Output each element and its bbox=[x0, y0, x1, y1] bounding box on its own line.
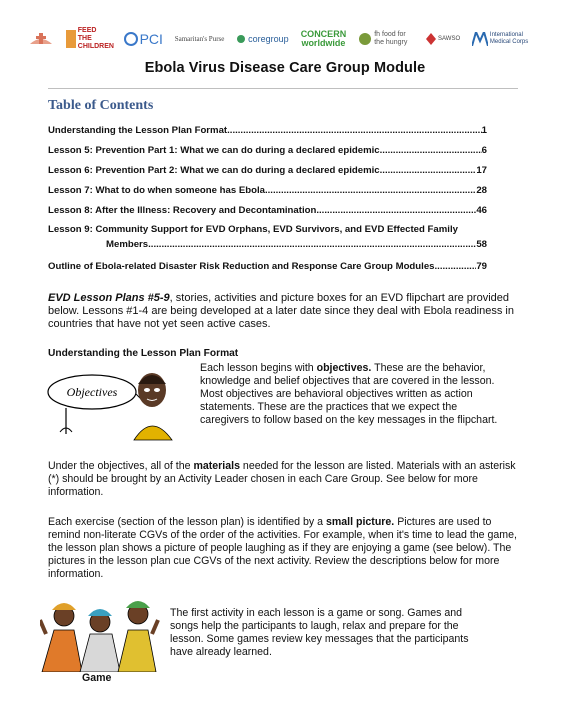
samaritans-purse-logo: Samaritan's Purse bbox=[174, 35, 225, 43]
concern-logo: CONCERN worldwide bbox=[300, 29, 347, 48]
feed-the-children-logo: FEED THE CHILDREN bbox=[66, 27, 112, 51]
toc-entry-page: 58 bbox=[476, 239, 487, 250]
toc-entry[interactable] bbox=[48, 145, 487, 156]
toc-entry-page: 46 bbox=[476, 205, 487, 216]
intro-text: , stories, activities and picture boxes for an EVD flipchart are provided below. Lessons #1-4 are being developed at a later date since they deal with Ebola readiness in countries that have not yet seen active cases. bbox=[48, 292, 514, 330]
objectives-paragraph bbox=[200, 362, 500, 427]
toc-entry[interactable] bbox=[48, 185, 487, 196]
toc-entry-title: Lesson 8: After the Illness: Recovery and Decontamination bbox=[48, 205, 317, 216]
toc-entry[interactable] bbox=[48, 205, 487, 216]
intro-emphasis: EVD Lesson Plans #5-9 bbox=[48, 292, 170, 304]
toc-leader bbox=[316, 205, 476, 216]
toc-leader bbox=[227, 125, 482, 136]
exercise-text-pre: Each exercise (section of the lesson plan) is identified by a bbox=[48, 516, 326, 528]
materials-text-post: needed for the lesson are listed. Materials with an asterisk (*) should be brought by an Activity Leader chosen in each Care Group. See below for more information. bbox=[48, 460, 516, 498]
exercise-bold: small picture. bbox=[325, 516, 395, 528]
toc-leader bbox=[380, 145, 482, 156]
exercise-text-post: Pictures are used to remind non-literate CGVs of the order of the activities. For example, when it's time to lead the game, the lesson plan shows a picture of people laughing as if they are enjoying a game (see below). The pictures in the lesson plan cue CGVs of the next activity. Review the descriptions below for more information. bbox=[48, 516, 517, 580]
toc-entry-title: Lesson 6: Prevention Part 2: What we can do during a declared epidemic bbox=[48, 165, 380, 176]
objectives-illustration bbox=[44, 362, 194, 447]
cross-logo bbox=[28, 30, 54, 48]
section-heading: Understanding the Lesson Plan Format bbox=[48, 348, 239, 359]
toc-entry-title: Outline of Ebola-related Disaster Risk Reduction and Response Care Group Modules bbox=[48, 261, 435, 272]
objectives-text-pre: Each lesson begins with bbox=[200, 362, 317, 374]
toc-leader bbox=[148, 237, 476, 252]
game-label: Game bbox=[82, 672, 112, 684]
objectives-bold: objectives. bbox=[316, 362, 372, 374]
toc-entry-title-cont: Members bbox=[106, 239, 149, 250]
toc-entry-page: 17 bbox=[476, 165, 487, 176]
toc-entry[interactable] bbox=[48, 261, 487, 272]
toc-entry-page: 1 bbox=[481, 125, 487, 136]
pci-logo: PCI bbox=[124, 31, 163, 47]
partner-logos bbox=[28, 26, 538, 52]
game-paragraph: The first activity in each lesson is a game or song. Games and songs help the participants to laugh, relax and prepare for the lesson. Some games review key messages that the participants have already learned. bbox=[170, 607, 469, 658]
international-medical-corps-logo: International Medical Corps bbox=[472, 32, 538, 46]
toc-entry[interactable] bbox=[48, 165, 487, 176]
exercise-paragraph bbox=[48, 516, 523, 581]
game-illustration bbox=[40, 590, 160, 677]
toc-leader bbox=[380, 165, 477, 176]
objectives-sign-text: Objectives bbox=[66, 385, 118, 399]
toc-heading: Table of Contents bbox=[48, 98, 154, 113]
toc-entry-page: 6 bbox=[481, 145, 487, 156]
toc-entry[interactable] bbox=[48, 125, 487, 136]
document-title: Ebola Virus Disease Care Group Module bbox=[144, 60, 426, 76]
sawso-logo: SAWSO bbox=[426, 33, 460, 45]
materials-bold: materials bbox=[193, 460, 240, 472]
toc-leader bbox=[435, 261, 477, 272]
toc-entry-page: 79 bbox=[476, 261, 487, 272]
coregroup-logo: coregroup bbox=[236, 34, 289, 44]
toc-entry-title: Understanding the Lesson Plan Format bbox=[48, 125, 228, 136]
title-divider bbox=[48, 88, 518, 89]
toc-entry-title: Lesson 5: Prevention Part 1: What we can do during a declared epidemic bbox=[48, 145, 380, 156]
materials-text-pre: Under the objectives, all of the bbox=[48, 460, 194, 472]
objectives-text-post: These are the behavior, knowledge and belief objectives that are covered in the lesson. Most objectives are behavioral objectives written as action statements. These are the practices that we expect the caregivers to follow based on the key messages in the flipchart. bbox=[200, 362, 498, 426]
toc-entry-title: Lesson 9: Community Support for EVD Orphans, EVD Survivors, and EVD Effected Family bbox=[48, 224, 458, 235]
toc-leader bbox=[265, 185, 476, 196]
toc-entry[interactable] bbox=[48, 222, 487, 252]
food-for-the-hungry-logo: fh food for the hungry bbox=[358, 31, 414, 47]
toc-entry-title: Lesson 7: What to do when someone has Ebola bbox=[48, 185, 265, 196]
intro-paragraph bbox=[48, 292, 523, 331]
toc-entry-page: 28 bbox=[476, 185, 487, 196]
materials-paragraph bbox=[48, 460, 523, 499]
